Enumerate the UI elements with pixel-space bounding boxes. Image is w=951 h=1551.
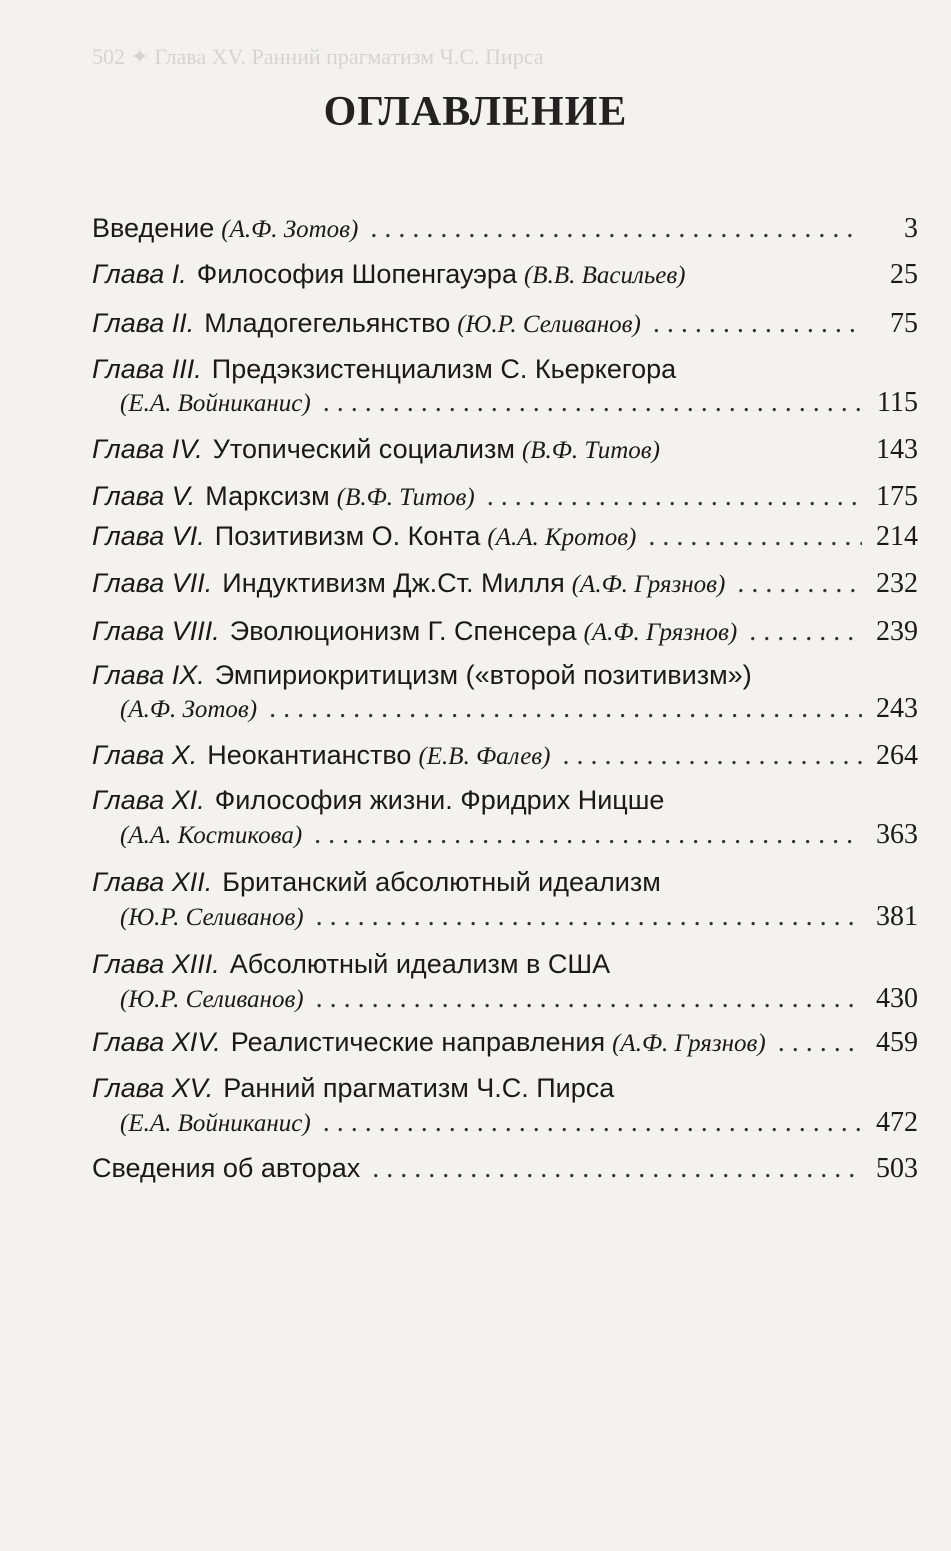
leader-dots	[316, 979, 862, 1019]
entry-title: Философия жизни. Фридрих Ницше	[214, 785, 665, 815]
entry-page: 214	[876, 521, 918, 552]
chapter-number: Глава X.	[92, 740, 198, 770]
entry-page: 175	[876, 481, 918, 512]
entry-title: Философия Шопенгауэра	[196, 259, 517, 289]
toc-entry-introduction[interactable]	[92, 208, 918, 248]
toc-entry-chapter-7[interactable]	[92, 563, 918, 603]
toc-entry-chapter-11[interactable]	[92, 780, 918, 820]
chapter-number: Глава IV.	[92, 434, 203, 464]
toc-entry-chapter-13[interactable]	[92, 944, 918, 984]
leader-dots	[372, 1149, 862, 1189]
leader-dots	[314, 815, 862, 855]
entry-author: (Е.А. Войниканис)	[120, 390, 311, 417]
entry-author: (А.А. Кротов)	[487, 524, 637, 551]
entry-title: Утопический социализм	[212, 434, 515, 464]
toc-entry-chapter-9-continued[interactable]	[92, 689, 918, 729]
entry-title: Марксизм	[205, 481, 330, 511]
entry-page: 143	[876, 434, 918, 465]
entry-title: Введение	[92, 213, 215, 243]
entry-author: (А.Ф. Грязнов)	[571, 571, 726, 598]
toc-entry-chapter-3-continued[interactable]	[92, 383, 918, 423]
entry-title: Позитивизм О. Конта	[214, 521, 481, 551]
chapter-number: Глава III.	[92, 354, 202, 384]
entry-page: 75	[890, 308, 918, 339]
toc-entry-chapter-4[interactable]	[92, 429, 918, 469]
entry-page: 115	[877, 387, 918, 418]
toc-entry-about-authors[interactable]	[92, 1148, 918, 1188]
entry-title: Предэкзистенциализм С. Кьеркегора	[211, 354, 677, 384]
chapter-number: Глава II.	[92, 308, 195, 338]
chapter-number: Глава IX.	[92, 660, 205, 690]
chapter-number: Глава XIII.	[92, 949, 220, 979]
leader-dots	[737, 564, 862, 604]
entry-author: (Ю.Р. Селиванов)	[120, 904, 304, 931]
chapter-number: Глава I.	[92, 259, 187, 289]
leader-dots	[653, 304, 862, 344]
entry-author: (А.Ф. Грязнов)	[583, 619, 738, 646]
entry-page: 3	[904, 213, 918, 244]
entry-page: 264	[876, 740, 918, 771]
entry-author: (В.Ф. Титов)	[336, 484, 475, 511]
entry-author: (Ю.Р. Селиванов)	[120, 986, 304, 1013]
toc-entry-chapter-15-continued[interactable]	[92, 1103, 918, 1143]
toc-entry-chapter-11-continued[interactable]	[92, 815, 918, 855]
entry-title: Индуктивизм Дж.Ст. Милля	[222, 568, 565, 598]
entry-page: 239	[876, 616, 918, 647]
entry-author: (Е.В. Фалев)	[418, 743, 551, 770]
entry-title: Абсолютный идеализм в США	[229, 949, 611, 979]
chapter-number: Глава VIII.	[92, 616, 220, 646]
entry-page: 381	[876, 901, 918, 932]
leader-dots	[487, 477, 862, 517]
leader-dots	[370, 209, 862, 249]
leader-dots	[648, 517, 862, 557]
toc-entry-chapter-8[interactable]	[92, 611, 918, 651]
entry-author: (А.Ф. Зотов)	[120, 696, 258, 723]
toc-entry-chapter-6[interactable]	[92, 516, 918, 556]
entry-author: (А.А. Костикова)	[120, 822, 303, 849]
entry-author: (В.Ф. Титов)	[521, 437, 660, 464]
toc-entry-chapter-15[interactable]	[92, 1068, 918, 1108]
toc-entry-chapter-14[interactable]	[92, 1022, 918, 1062]
entry-author: (В.В. Васильев)	[523, 262, 686, 289]
entry-page: 459	[876, 1027, 918, 1058]
leader-dots	[323, 383, 862, 423]
entry-page: 430	[876, 983, 918, 1014]
leader-dots	[316, 897, 862, 937]
page-title: ОГЛАВЛЕНИЕ	[323, 89, 628, 135]
toc-entry-chapter-12-continued[interactable]	[92, 897, 918, 937]
entry-author: (А.Ф. Зотов)	[221, 216, 359, 243]
entry-page: 243	[876, 693, 918, 724]
toc-entry-chapter-2[interactable]	[92, 303, 918, 343]
running-header: 502 ✦ Глава XV. Ранний прагматизм Ч.С. Пирса	[92, 44, 544, 69]
entry-author: (Е.А. Войниканис)	[120, 1110, 311, 1137]
leader-dots	[269, 689, 862, 729]
toc-entry-chapter-12[interactable]	[92, 862, 918, 902]
entry-page: 503	[876, 1153, 918, 1184]
entry-title: Эволюционизм Г. Спенсера	[229, 616, 577, 646]
chapter-number: Глава XII.	[92, 867, 213, 897]
entry-title: Британский абсолютный идеализм	[222, 867, 661, 897]
leader-dots	[323, 1103, 862, 1143]
chapter-number: Глава V.	[92, 481, 196, 511]
chapter-number: Глава XIV.	[92, 1027, 221, 1057]
entry-title: Эмпириокритицизм («второй позитивизм»)	[214, 660, 752, 690]
entry-title: Ранний прагматизм Ч.С. Пирса	[223, 1073, 615, 1103]
entry-page: 472	[876, 1107, 918, 1138]
entry-title: Младогегельянство	[204, 308, 451, 338]
leader-dots	[562, 736, 862, 776]
toc-entry-chapter-5[interactable]	[92, 476, 918, 516]
entry-author: (А.Ф. Грязнов)	[612, 1030, 766, 1057]
toc-entry-chapter-13-continued[interactable]	[92, 979, 918, 1019]
leader-dots	[778, 1023, 862, 1063]
entry-page: 363	[876, 819, 918, 850]
entry-title: Неокантианство	[207, 740, 412, 770]
entry-page: 25	[890, 259, 918, 290]
chapter-number: Глава XV.	[92, 1073, 214, 1103]
leader-dots	[749, 612, 862, 652]
chapter-number: Глава VII.	[92, 568, 213, 598]
chapter-number: Глава XI.	[92, 785, 205, 815]
toc-entry-chapter-10[interactable]	[92, 735, 918, 775]
entry-page: 232	[876, 568, 918, 599]
chapter-number: Глава VI.	[92, 521, 205, 551]
entry-title: Реалистические направления	[230, 1027, 606, 1057]
entry-author: (Ю.Р. Селиванов)	[457, 311, 641, 338]
toc-entry-chapter-1[interactable]	[92, 254, 918, 294]
entry-title: Сведения об авторах	[92, 1153, 361, 1183]
